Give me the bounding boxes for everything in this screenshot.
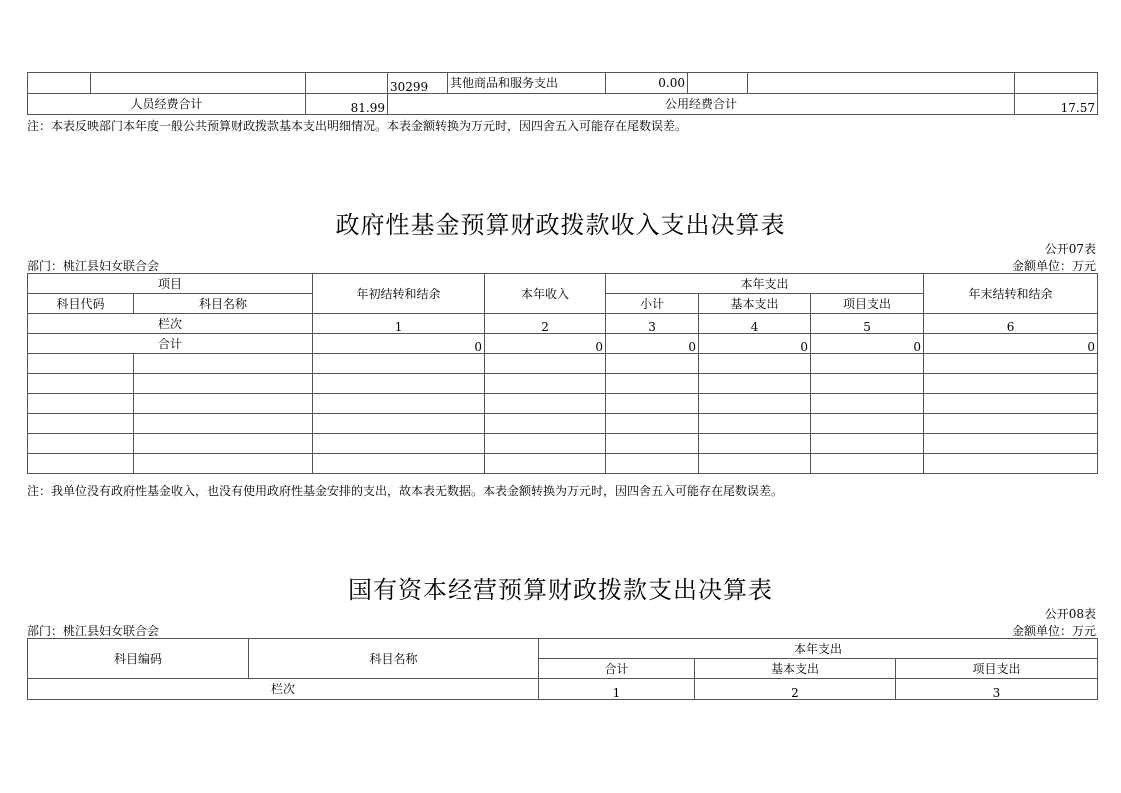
total-value: 0 xyxy=(313,334,485,354)
subject-name-cell: 其他商品和服务支出 xyxy=(448,73,606,94)
government-fund-note: 注：我单位没有政府性基金收入，也没有使用政府性基金安排的支出，故本表无数据。本表金额转换为万元时，因四舍五入可能存在尾数误差。 xyxy=(27,484,784,498)
header-basic: 基本支出 xyxy=(695,659,896,679)
column-index-label: 栏次 xyxy=(28,314,313,334)
header-subtotal: 小计 xyxy=(606,294,699,314)
table-row xyxy=(28,94,1098,115)
basic-expense-detail-table xyxy=(27,72,1098,115)
public-total-label: 公用经费合计 xyxy=(388,94,1015,115)
table-row xyxy=(28,414,1098,434)
column-number: 2 xyxy=(485,314,606,334)
header-expense: 本年支出 xyxy=(539,639,1098,659)
table07-department: 部门：桃江县妇女联合会 xyxy=(27,259,160,273)
column-number: 5 xyxy=(811,314,924,334)
table-row xyxy=(28,434,1098,454)
column-index-label: 栏次 xyxy=(28,679,539,700)
total-value: 0 xyxy=(485,334,606,354)
column-number: 1 xyxy=(539,679,695,700)
table08-unit: 金额单位：万元 xyxy=(1011,624,1096,638)
total-value: 0 xyxy=(924,334,1098,354)
header-subject-code: 科目编码 xyxy=(28,639,249,679)
table08-code: 公开08表 xyxy=(1044,607,1096,621)
table-row xyxy=(28,394,1098,414)
table-header-row xyxy=(28,639,1098,659)
header-subject-code: 科目代码 xyxy=(28,294,134,314)
header-begin-balance: 年初结转和结余 xyxy=(313,274,485,314)
basic-expense-note: 注：本表反映部门本年度一般公共预算财政拨款基本支出明细情况。本表金额转换为万元时，因四舍五入可能存在尾数误差。 xyxy=(27,119,688,133)
column-index-row xyxy=(28,314,1098,334)
personnel-total-value: 81.99 xyxy=(306,94,388,115)
table07-unit: 金额单位：万元 xyxy=(1011,259,1096,273)
header-end-balance: 年末结转和结余 xyxy=(924,274,1098,314)
personnel-total-label: 人员经费合计 xyxy=(28,94,306,115)
table07-title: 政府性基金预算财政拨款收入支出决算表 xyxy=(335,211,786,239)
state-capital-table xyxy=(27,638,1098,700)
column-number: 3 xyxy=(606,314,699,334)
column-number: 4 xyxy=(699,314,811,334)
header-income: 本年收入 xyxy=(485,274,606,314)
header-total: 合计 xyxy=(539,659,695,679)
subject-code-cell: 30299 xyxy=(388,73,448,94)
table-row xyxy=(28,73,1098,94)
table08-department: 部门：桃江县妇女联合会 xyxy=(27,624,160,638)
header-basic: 基本支出 xyxy=(699,294,811,314)
column-number: 1 xyxy=(313,314,485,334)
column-number: 3 xyxy=(896,679,1098,700)
header-item: 项目 xyxy=(28,274,313,294)
table-header-row xyxy=(28,274,1098,294)
public-total-value: 17.57 xyxy=(1015,94,1098,115)
column-number: 2 xyxy=(695,679,896,700)
header-subject-name: 科目名称 xyxy=(134,294,313,314)
table-row xyxy=(28,454,1098,474)
column-number: 6 xyxy=(924,314,1098,334)
table-row xyxy=(28,374,1098,394)
header-project: 项目支出 xyxy=(811,294,924,314)
table-row xyxy=(28,354,1098,374)
amount-cell: 0.00 xyxy=(606,73,688,94)
total-value: 0 xyxy=(699,334,811,354)
column-index-row xyxy=(28,679,1098,700)
header-subject-name: 科目名称 xyxy=(249,639,539,679)
total-label: 合计 xyxy=(28,334,313,354)
header-expense: 本年支出 xyxy=(606,274,924,294)
table07-code: 公开07表 xyxy=(1044,242,1096,256)
total-value: 0 xyxy=(811,334,924,354)
header-project: 项目支出 xyxy=(896,659,1098,679)
table08-title: 国有资本经营预算财政拨款支出决算表 xyxy=(348,576,773,604)
government-fund-table xyxy=(27,273,1098,474)
total-value: 0 xyxy=(606,334,699,354)
total-row xyxy=(28,334,1098,354)
